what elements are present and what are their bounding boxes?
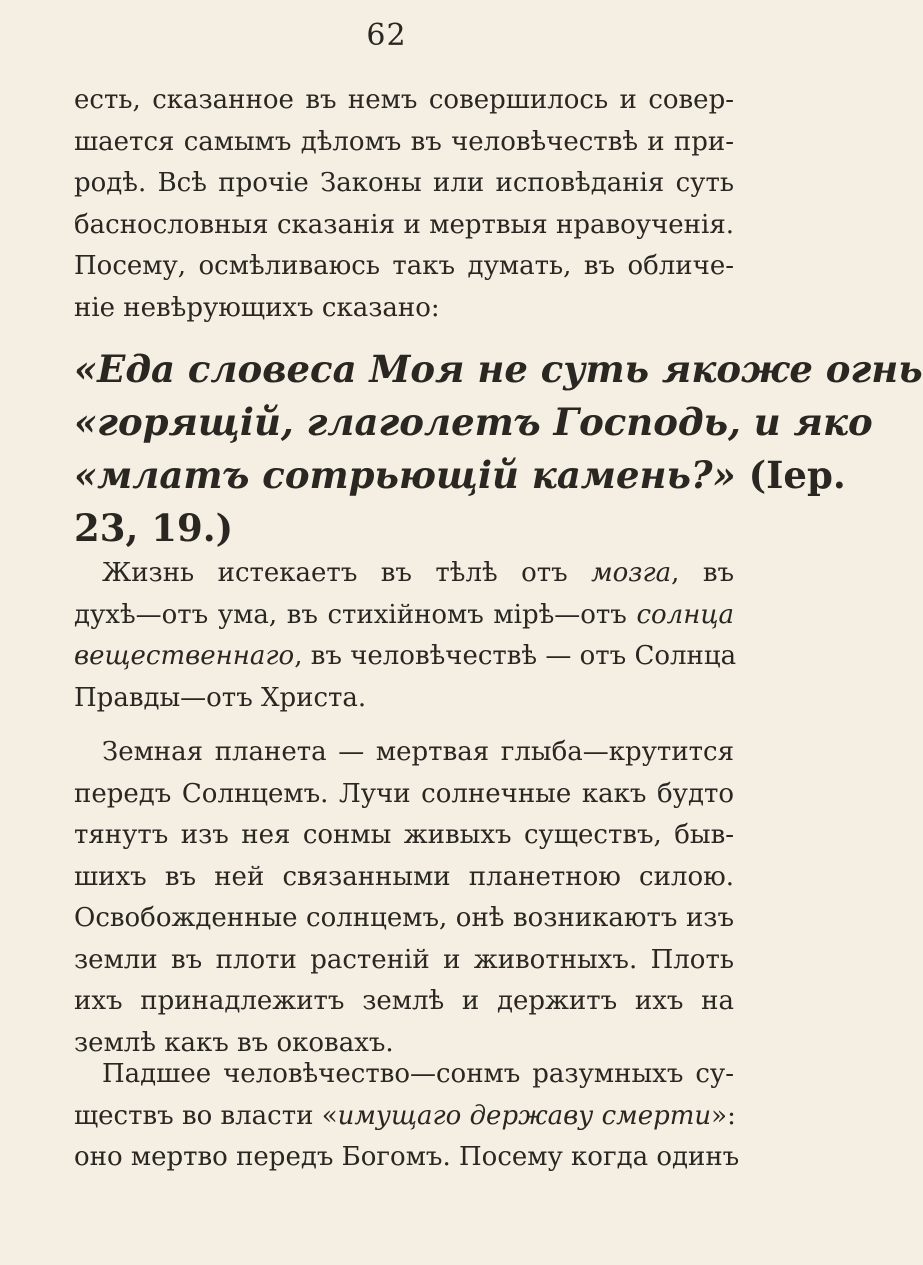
scripture-quote: [74, 343, 923, 555]
text-line: шихъ въ ней связанными планетною силою.: [74, 861, 734, 892]
text-line: шается самымъ дѣломъ въ человѣчествѣ и при-: [74, 126, 734, 157]
italic-word: мозга: [591, 558, 672, 588]
text-fragment: духѣ—отъ ума, въ стихійномъ мірѣ—отъ: [74, 599, 627, 630]
paragraph-1: [74, 80, 734, 329]
text-fragment: »:: [711, 1100, 736, 1131]
text-line: Посему, осмѣливаюсь такъ думать, въ обличе-: [74, 251, 734, 281]
paragraph-3: [74, 732, 734, 1064]
italic-phrase: имущаго державу смерти: [337, 1100, 712, 1131]
quote-line: «Еда словеса Моя не суть якоже огнь: [74, 347, 923, 391]
text-line: землѣ какъ въ оковахъ.: [74, 1027, 394, 1058]
text-line: есть, сказанное въ немъ совершилось и совер-: [74, 85, 734, 115]
text-fragment: Жизнь истекаетъ въ тѣлѣ отъ: [102, 558, 568, 588]
page-number: 62: [366, 18, 407, 53]
text-line: [74, 553, 734, 595]
quote-reference: (Іер.: [748, 453, 846, 497]
text-line: [74, 1096, 734, 1138]
text-line: ніе невѣрующихъ сказано:: [74, 292, 440, 323]
text-fragment: , въ человѣчествѣ — отъ Солнца: [294, 641, 737, 671]
paragraph-4: [74, 1054, 740, 1179]
text-fragment: , въ: [671, 558, 734, 588]
text-line: [74, 636, 737, 678]
text-line: Освобожденные солнцемъ, онѣ возникаютъ изъ: [74, 903, 734, 933]
text-fragment: ществъ во власти «: [74, 1100, 338, 1131]
text-line: ихъ принадлежитъ землѣ и держитъ ихъ на: [74, 986, 734, 1016]
text-line: Земная планета — мертвая глыба—крутится: [102, 737, 734, 767]
text-line: оно мертво передъ Богомъ. Посему когда одинъ: [74, 1142, 740, 1172]
text-line: тянутъ изъ нея сонмы живыхъ существъ, быв-: [74, 820, 734, 850]
text-line: Правды—отъ Христа.: [74, 682, 367, 713]
text-line: земли въ плоти растеній и животныхъ. Плоть: [74, 944, 734, 975]
paragraph-2: [74, 553, 737, 719]
text-line: [74, 595, 734, 637]
text-line: передъ Солнцемъ. Лучи солнечные какъ будто: [74, 778, 734, 809]
text-line: баснословныя сказанія и мертвыя нравоученія.: [74, 209, 734, 240]
italic-word: вещественнаго: [74, 641, 295, 671]
quote-reference-line: 23, 19.): [74, 506, 234, 550]
italic-word: солнца: [636, 599, 735, 630]
text-line: Падшее человѣчество—сонмъ разумныхъ су-: [102, 1059, 734, 1089]
quote-line: [74, 449, 846, 502]
quote-text: «млатъ сотрьющій камень?»: [74, 453, 736, 497]
quote-line: «горящій, глаголетъ Господь, и яко: [74, 400, 873, 444]
text-line: родѣ. Всѣ прочіе Законы или исповѣданія суть: [74, 168, 734, 198]
